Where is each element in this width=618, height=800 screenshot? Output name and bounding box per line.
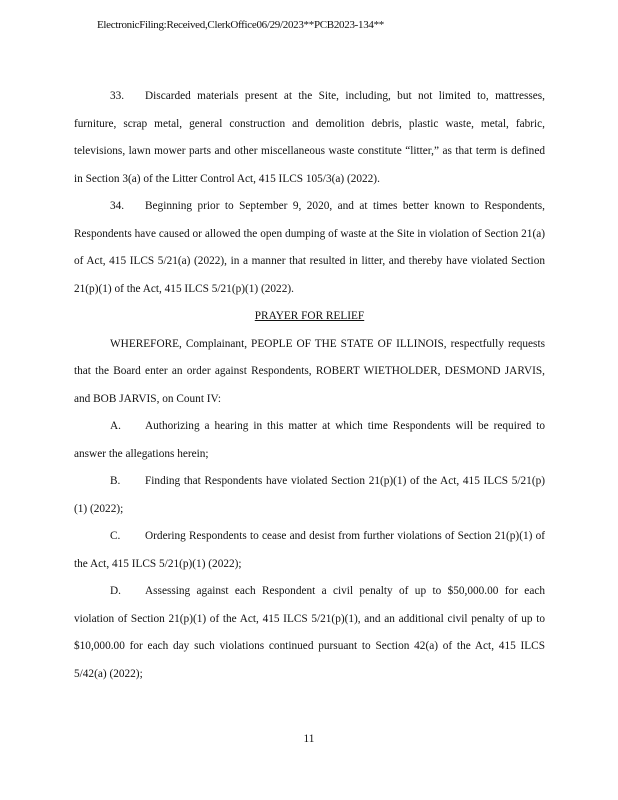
relief-item-a [74,413,545,468]
relief-text: Finding that Respondents have violated Section 21(p)(1) of the Act, 415 ILCS 5/21(p)(1) (2022); [74,475,545,515]
filing-stamp: ElectronicFiling:Received,ClerkOffice06/29/2023**PCB2023-134** [97,19,385,31]
paragraph-33 [74,83,545,193]
relief-letter: A. [110,420,121,432]
relief-text: Authorizing a hearing in this matter at which time Respondents will be required to answer the allegations herein; [74,420,545,460]
relief-letter: B. [110,475,121,487]
relief-item-d [74,578,545,688]
prayer-heading [74,303,545,331]
paragraph-number: 33. [110,90,125,102]
paragraph-text: Discarded materials present at the Site, including, but not limited to, mattresses, furniture, scrap metal, general construction and demolition debris, plastic waste, metal, fabric, televisions, lawn mower parts and other miscellaneous waste constitute “litter,” as that term is defined in Section 3(a) of the Litter Control Act, 415 ILCS 105/3(a) (2022). [74,90,545,185]
paragraph-text: Beginning prior to September 9, 2020, and at times better known to Respondents, Respondents have caused or allowed the open dumping of waste at the Site in violation of Section 21(a) of Act, 415 ILCS 5/21(a) (2022), in a manner that resulted in litter, and thereby have violated Section 21(p)(1) of the Act, 415 ILCS 5/21(p)(1) (2022). [74,200,545,295]
relief-text: Assessing against each Respondent a civil penalty of up to $50,000.00 for each violation of Section 21(p)(1) of the Act, 415 ILCS 5/21(p)(1), and an additional civil penalty of up to $10,000.00 for each day such violations continued pursuant to Section 42(a) of the Act, 415 ILCS 5/42(a) (2022); [74,585,545,680]
relief-item-c [74,523,545,578]
paragraph-34 [74,193,545,303]
relief-letter: C. [110,530,121,542]
relief-text: Ordering Respondents to cease and desist from further violations of Section 21(p)(1) of the Act, 415 ILCS 5/21(p)(1) (2022); [74,530,545,570]
relief-item-b [74,468,545,523]
prayer-intro: WHEREFORE, Complainant, PEOPLE OF THE STATE OF ILLINOIS, respectfully requests that the Board enter an order against Respondents, ROBERT WIETHOLDER, DESMOND JARVIS, and BOB JARVIS, on Count IV: [74,337,545,405]
page-number: 11 [303,733,315,745]
document-body [74,83,545,688]
relief-letter: D. [110,585,121,597]
prayer-heading-text: PRAYER FOR RELIEF [254,310,365,322]
paragraph-number: 34. [110,200,125,212]
